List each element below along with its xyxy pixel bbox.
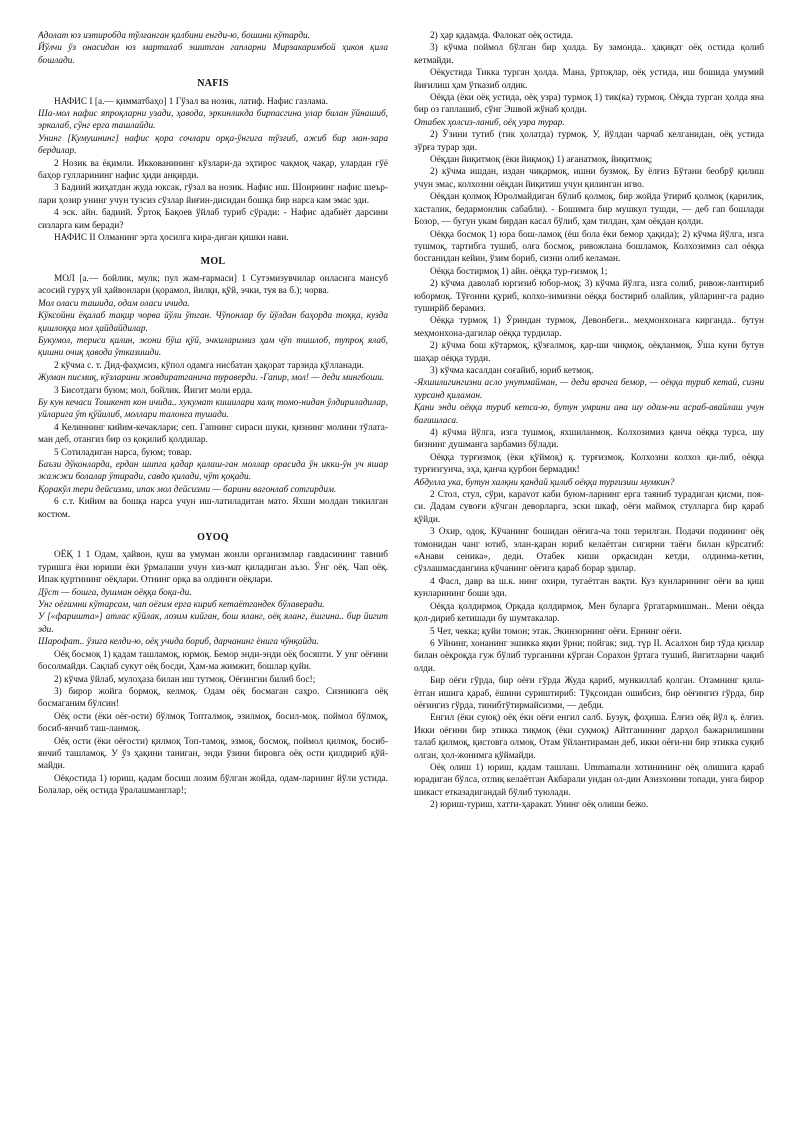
entry-paragraph: 2) кўчма ўйлаб, мулоҳаза билан иш тутмоқ. Оёғингни билиб бос!; (54, 674, 316, 685)
example-text: Отабек ҳолсиз-ланиб, оёқ узра турар. (414, 117, 565, 128)
entry-paragraph: 4) кўчма йўлга, изга тушмоқ, яхшиланмоқ. Колхозимиз қанча оёққа турса, шу бизнинг душманга зарбамиз бўлади. (414, 428, 764, 451)
example-text: Кўксойни ёқалаб тақир чорва йўли ўтган. Чўпонлар бу йўлдан баҳорда тоққа, кузда қишлоққа мол ҳайдайдилар. (38, 311, 388, 334)
example-text: Йўлчи ўз онасидан юз марталаб эшитган гапларни Мирзакаримбой ҳикоя қила бошлади. (38, 43, 388, 66)
entry-paragraph: Оёқда (ёки оёқ устида, оёқ узра) турмоқ 1) тик(ка) турмоқ. Оёқда турган ҳолда яна бир оз гаплашиб, сўнг Эшвой жўнаб қолди. (414, 93, 764, 116)
entry-paragraph: 3 Охир, одоқ. Кўчанинг бошидан оёғига-ча тош терилган. Подачи подининг оёқ томонидан чанг ютиб, элан-қаран юриб келаётган сигирни таёғи билан кўрсатиб: «Анави сеника», деди. Отабек киши орқасидан кетди, олдинма-кетин, сўзлашмасдангина кўчанинг оёғига қараб борар эдилар. (414, 527, 764, 575)
entry-paragraph: 2) кўчма бош кўтармоқ, қўзғалмоқ, қар-ши чиқмоқ, оёқланмоқ. Ўша куни бутун шаҳар оёққа турди. (414, 341, 764, 364)
left-column (38, 30, 388, 1110)
example-text: Жуман писмиқ, кўзларини жавдиратганича тураверди. -Гапир, мол! — деди мингбоши. (38, 373, 385, 384)
entry-paragraph: НАФИС II Олманинг эрта ҳосилга кира-диган қишки нави. (54, 233, 289, 244)
entry-paragraph: 6 с.т. Кийим ва бошқа нарса учун иш-латиладитан мато. Яхши молдан тикилган костюм. (38, 497, 388, 520)
example-text: Унинг [Кумушнинг] нафис қора сочлари орқа-ўнгига тўзғиб, ажиб бир ман-зара бердилар. (38, 133, 388, 157)
example-text: Дўст — бошга, душман оёққа боқа-ди. (38, 587, 192, 598)
entry-paragraph: Оёқ босмоқ 1) қадам ташламоқ, юрмоқ. Бемор энди-энди оёқ босяпти. У унг оёғини босолмайди. Сақлаб сукут оёқ босди, Ҳам-ма жимжит, бошлар қуйи. (38, 649, 388, 673)
entry-paragraph: 2 Стол, стул, сўри, караvот каби буюм-ларнинг ерга таяниб турадиган қисми, поя-си. Дадам сувоғи кўчган деворларга, эски шкаф, оёғи маймоқ стулларга бир қараб қўйди. (414, 490, 764, 525)
example-text: -Яхшилигингизни асло унутмайман, — деди врачга бемор, — оёққа туриб кетай, сизни хурсанд қиламан. (414, 378, 764, 401)
entry-paragraph: 2) юриш-туриш, хатти-ҳаракат. Унинг оёқ олиши бежо. (430, 800, 649, 811)
entry-paragraph: 5 Сотиладиган нарса, буюм; товар. (54, 447, 192, 458)
entry-paragraph: 2) кўчма даволаб юргизиб юбор-моқ; 3) кўчма йўлга, изга солиб, ривож-лантириб юбормоқ. Тўғонни қуриб, колхо-зимизни оёққа бостириб олайлик, уйларинг-га радио туширйб берамиз. (414, 279, 764, 314)
entry-paragraph: 5 Чет, чекка; қуйи томон; этак. Экинзорнинг оёғи. Ернинг оёғи. (430, 626, 682, 637)
entry-paragraph: ОЁҚ 1 1 Одам, ҳайвон, қуш ва умуман жонли организмлар гавдасининг тавниб туришга ёки юриши ёки ўрмалаши учун хиз-мат қиладиган аъзо. Ўнг оёқ. Чап оёқ. Ипак қуртининг оёқлари. Отнинг орқа ва олдинги оёқлари. (38, 550, 388, 586)
entry-paragraph: 3 Бадиий жиҳатдан жуда юксак, гўзал ва нозик. Нафис иш. Шоирнинг нафис шеър-лари ҳозир унинг учун тузсиз сўзлар йиғин-дисидан бошқа бир нарса кам эмас эди. (38, 183, 388, 206)
example-text: Адолат юз изтиробда тўлғанган қалбини енгди-ю, бошини кўтарди. (38, 31, 311, 41)
entry-paragraph: 2) ҳар қадамда. Фалокат оёқ остида. (430, 31, 574, 41)
entry-paragraph: МОЛ [а.— бойлик, мулк; пул жам-ғармаси] 1 Сутэмизувчилар оиласига мансуб асосий гуруҳ уй ҳайвонлари (қорамол, йилқи, қўй, эчки, туя ва б.); чорва. (38, 273, 388, 297)
entry-paragraph: Оёққа турмоқ 1) Ўриндан турмоқ. Девонбеги.. меҳмонхонага кирганда.. бутун меҳмонхона-дагилар оёққа турдилар. (414, 316, 764, 339)
example-text: Қани энди оёққа туриб кетса-ю, бутун умрини ана шу одам-ни асраб-авайлаш учун бағишласа. (414, 403, 764, 426)
entry-paragraph: Оёқдан йиқитмоқ (ёки йиқмоқ) 1) ағанатмоқ, йиқитмоқ; (430, 155, 653, 166)
example-text: У [«фаришта»] атлас кўйлак, лозим кийган, бош яланг, оёқ яланг, ёшгина.. бир йигит эди. (38, 612, 388, 635)
example-text: Бу кун кечаси Тошкент кон ичида.. хукумат кишилари халқ томо-нидан ўлдириладилар, уйларига ўт қўйилиб, моллари талонга тушади. (38, 397, 388, 421)
entry-paragraph: Енгил (ёки суюқ) оёқ ёки оёғи енгил салб. Бузуқ, фоҳиша. Ёлғиз оёқ йўл қ. ёлғиз. Икки оёғини бир этикка тиқмоқ (ёки суқмоқ) Айтганининг дарҳол бажарилишини талаб қилмоқ, қистовга олмоқ. Отам ўйлантирaман деб, икки оёғи-ни бир этикка суқиб олган, ҳол-жонимга қўймайди. (414, 713, 764, 761)
example-text: Шарофат.. ўзига келди-ю, оёқ учида бориб, дарчанинг ёнига чўнқайди. (38, 637, 319, 648)
example-text: Мол оласи ташида, одам оласи ичида. (38, 298, 190, 309)
entry-paragraph: Оёққа бостирмоқ 1) айн. оёққа тур-ғизмоқ 1; (430, 266, 608, 277)
example-text: Унг оёғимни кўтарсам, чап оёғим ерга кириб кетаётгандек бўлаверади. (38, 600, 325, 611)
entry-paragraph: 4 Келиннинг кийим-кечаклари; сеп. Гапнинг сираси шуки, қизнинг молини тўлата-ман деб, отангиз бир оз қоқилиб қолдилар. (38, 422, 388, 446)
example-text: Баъзи дўконларда, ердан шипга қадар қалаш-ган моллар орасида ўн икки-ўн уч яшар жажжи болалар ўтиради, савдо қилади, чўт қоқади. (38, 460, 388, 483)
entry-paragraph: Оёқ ости (ёки оёғости) қилмоқ Топ-тамоқ, эзмоқ, босмоқ, поймол қилмоқ, босиб-янчиб ташламоқ. У ўз ҳақини таниган, энди ўзини бировга оёқ ости қилдириб қўй-майди. (38, 736, 388, 772)
entry-paragraph: Оёқ олиш 1) юриш, қадам ташлаш. Ummamали хотинининг оёқ олишига қараб юрадиган бўлса, отлиқ келаётган Акбарали ундан ол-дин Азизхонни топади, унга бирор шикаст етказадигандай бўлиб туюлади. (414, 762, 764, 798)
entry-paragraph: 2) кўчма ишдан, издан чиқармоқ, ишни бузмоқ. Бу ёлғиз Бўтани беобрў қилиш учун эмас, колхозни оёқдан йиқитиш учун қилинган игво. (414, 167, 764, 190)
entry-paragraph: Оёққа босмоқ 1) юра бош-ламоқ (ёш бола ёки бемор ҳақида); 2) кўчма йўлга, изга тушмоқ, тартибга тушиб, олға босмоқ, ривожлана бошламоқ. Колхозимиз сал оёққа босганидан кейин, ўзим бориб, сизни олиб келаман. (414, 229, 764, 265)
example-text: Ша-мол нафис япроқларни узади, ҳавода, эркинликда бирпасгина улар билан ўйнашиб, эркалаб, сўнг ерга ташлайди. (38, 109, 388, 132)
entry-paragraph: 4 эск. айн. бадиий. Ўртоқ Бақоев ўйлаб туриб сўради: - Нафис адабиёт дарсини сизларга ким беради? (38, 208, 388, 231)
section-heading: NAFIS (197, 78, 229, 90)
entry-paragraph: НАФИС I [а.— қимматбаҳо] 1 Гўзал ва нозик, латиф. Нафис газлама. (54, 96, 328, 107)
entry-paragraph: 4 Фасл, давр ва ш.к. нинг охири, тугаётган вақти. Куз кунларининг оёғи ва қиш кунларининг боши эди. (414, 576, 764, 600)
example-text: Абдулла ука, бутун халқни қандай қилиб оёққа турғизиш мумкин? (414, 477, 675, 488)
entry-paragraph: 6 Уйнинг, хонанинг эшикка яқин ўрни; пойгак; зид. түр II. Асалхон бир тўда қизлар билан оёқроқда гуж бўлиб турганини кўрган Сорахон ўртага тушиб, йигитларни чақиб олди. (414, 638, 764, 674)
right-column (414, 30, 764, 1110)
entry-paragraph: Оёққа турғизмоқ (ёки қўймоқ) қ. турғизмоқ. Колхозни колхоз қи-либ, оёққа турғизгунча, эҳа, қанча қурбон бермадик! (414, 452, 764, 476)
entry-paragraph: Бир оёғи гўрда, бир оёғи гўрда Жуда қариб, мункиллаб қолган. Отамнинг қила-ётган ишига қараб, ёшини суриштириб: Тўқсондан ошибсиз, бир оёғингиз гўрда, бир оёғингиз гўрда, тинибтўтирмайсизми, — дебди. (414, 676, 764, 711)
entry-paragraph: 3 Бисотдаги буюм; мол, бойлик. Йигит моли ерда. (54, 385, 253, 396)
section-heading: OYOQ (197, 532, 229, 544)
entry-paragraph: Оёқда қолдирмоқ Орқада қолдирмоқ. Мен буларга ўргатармишман.. Мени оёқда қол-дириб кетишади бу шумтакалар. (414, 601, 764, 625)
entry-paragraph: 3) кўчма поймол бўлган бир ҳолда. Бу замонда.. ҳақиқат оёқ остида қолиб кетмайди. (414, 43, 764, 66)
entry-paragraph: 3) кўчма касалдан соғайиб, юриб кетмоқ. (430, 365, 594, 376)
entry-paragraph: 2) Ўзини тутиб (тик ҳолатда) турмоқ. У, йўлдан чарчаб келганидан, оёқ устида зўрға турар эди. (414, 130, 764, 153)
entry-paragraph: 2 кўчма с. т. Дид-фаҳмсиз, кўпол одамга нисбатан ҳақорат тарзида қўлланади. (54, 360, 364, 371)
section-heading: MOL (200, 255, 226, 267)
dictionary-page (38, 30, 764, 1110)
entry-paragraph: Оёқустида Тикка турган ҳолда. Мана, ўртоқлар, оёқ устида, иш бошида умумий йиғилиш ҳам ўтказиб олдик. (414, 68, 764, 91)
example-text: Букумол, териси қалин, жони бўш қўй, эчкиларимиз ҳам чўп тишлоб, тупроқ ялаб, қишни очиқ ҳавода ўтказишди. (38, 335, 388, 359)
entry-paragraph: Оёқ ости (ёки оёғ-ости) бўлмоқ Топталмоқ, эзилмоқ, босил-моқ. поймол бўлмоқ, босиб-янчиб таш-ланмоқ. (38, 711, 388, 735)
entry-paragraph: 2 Нозик ва ёқимли. Иккованининг кўзлари-да эҳтирос чақмоқ чақар, улардан гўё баҳор гулларининг нафис ҳиди анқирди. (38, 158, 388, 182)
entry-paragraph: Оёқостида 1) юриш, қадам босиш лозим бўлган жойда, одам-ларнинг йўли устида. Болалар, оёқ остида ўралашманглар!; (38, 773, 388, 797)
entry-paragraph: Оёқдан қолмоқ Юролмайдиган бўлиб қолмоқ, бир жойда ўтириб қолмоқ (қарилик, хасталик, бедармонлик сабабли). - Бошимга бир мушкул тушди, — деб гап бошлади Бозор, — бугун укам бирдан касал бўлиб, ҳам тилдан, ҳам оёқдан қолди. (414, 192, 764, 228)
entry-paragraph: 3) бирор жойга бормоқ, келмоқ. Одам оёқ босмаган саҳро. Сизникига оёқ босмаганим бўлсин! (38, 686, 388, 710)
example-text: Қоракўл тери дейсизми, ипак мол дейсизми — барини вагонлаб сотгирдим. (38, 484, 337, 495)
